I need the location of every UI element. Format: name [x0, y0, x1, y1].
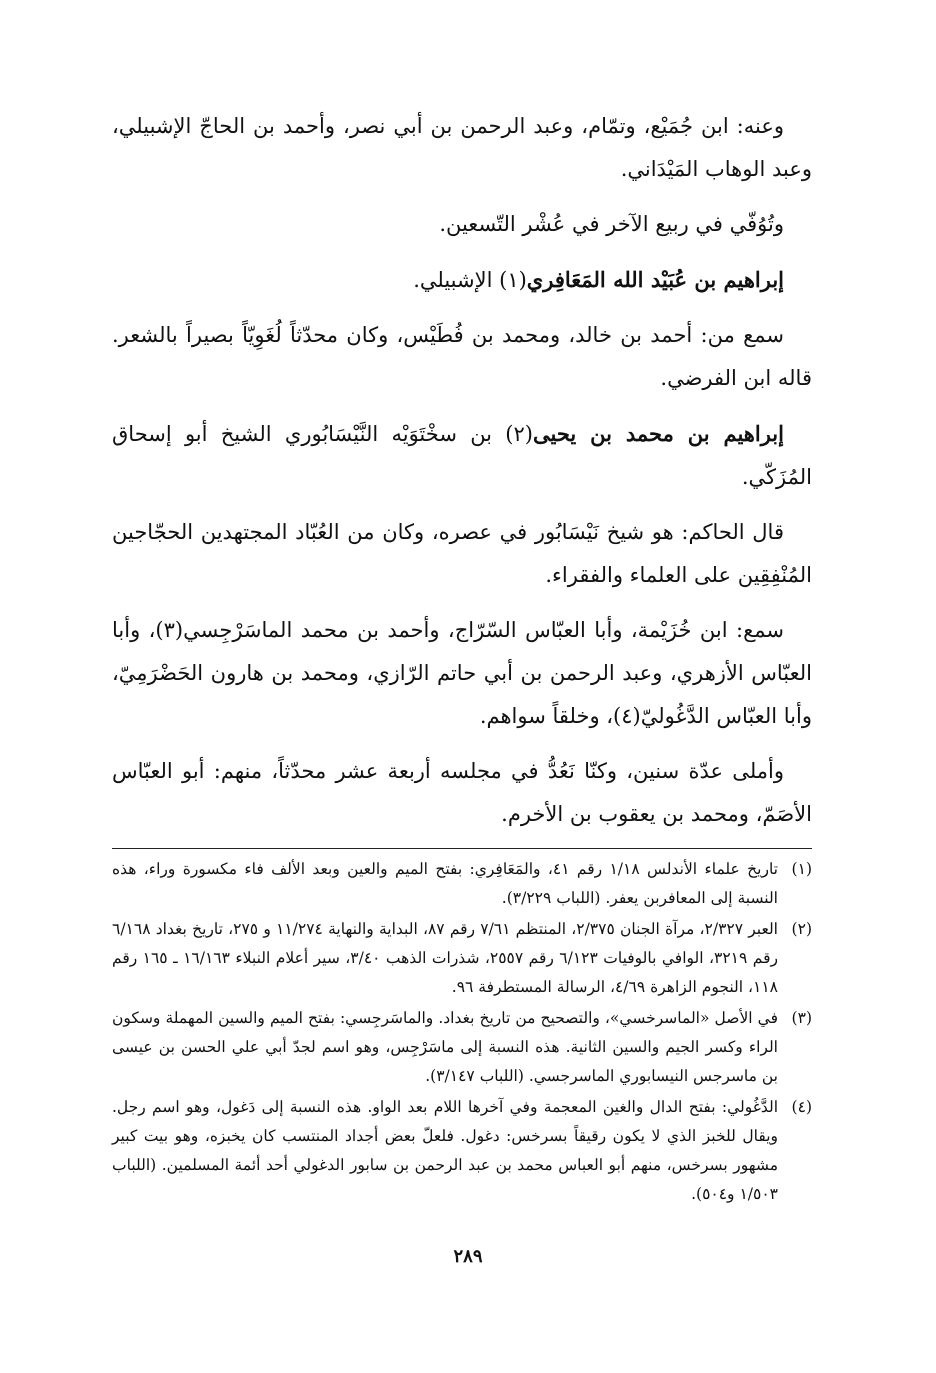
footnote-number: (٣) [791, 1009, 812, 1027]
paragraph-death [112, 203, 812, 246]
entry-heading-muzakki [112, 412, 812, 499]
paragraph-hakim-quote [112, 511, 812, 597]
footnote-text: العبر ٢/٣٢٧، مرآة الجنان ٢/٣٧٥، المنتظم ٧/٦١ رقم ٨٧، البداية والنهاية ١١/٢٧٤ و ٢٧٥، تاريخ بغداد ٦/١٦٨ رقم ٣٢١٩، الوافي بالوفيات ٦/١٢٣ رقم ٢٥٥٧، شذرات الذهب ٣/٤٠، سير أعلام النبلاء ١٦/١٦٣ ـ ١٦٥ رقم ١١٨، النجوم الزاهرة ٤/٦٩، الرسالة المستطرفة ٩٦. [112, 920, 778, 996]
entry-rest: (١) الإشبيلي. [413, 268, 527, 292]
footnote-2 [112, 915, 812, 1002]
footnote-text: تاريخ علماء الأندلس ١/١٨ رقم ٤١، والمَعَافِري: بفتح الميم والعين وبعد الألف فاء مكسورة وراء، هذه النسبة إلى المعافربن يعفر. (اللباب ٣/٢٢٩). [112, 860, 778, 907]
entry-heading-maafiri [112, 258, 812, 302]
footnote-text: الدَّغُولي: بفتح الدال والغين المعجمة وفي آخرها اللام بعد الواو. هذه النسبة إلى دَغول، وهو اسم رجل. ويقال للخبز الذي لا يكون رقيقاً بسرخس: دغول. فلعلّ بعض أجداد المنتسب كان يخبزه، وهو بيت كبير مشهور بسرخس، منهم أبو العباس محمد بن عبد الرحمن بن سابور الدغولي أحد أئمة المسلمين. (اللباب ١/٥٠٣ و٥٠٤). [112, 1098, 778, 1203]
paragraph-students [112, 105, 812, 191]
footnote-3 [112, 1004, 812, 1091]
footnote-4 [112, 1093, 812, 1209]
entry-rest: (٢) بن سخْتَوَيْه النَّيْسَابُوري الشيخ أبو إسحاق المُزَكّي. [112, 422, 812, 489]
footnotes-section [112, 848, 812, 1209]
footnote-text: في الأصل «الماسرخسي»، والتصحيح من تاريخ بغداد. والماسَرجِسي: بفتح الميم والسين المهملة وسكون الراء وكسر الجيم والسين الثانية. هذه النسبة إلى ماسَرْجِس، وهو اسم لجدّ أبي علي الحسن بن عيسى بن ماسرجس النيسابوري الماسرجسي. (اللباب ٣/١٤٧). [112, 1009, 778, 1085]
paragraph-text: سمع من: أحمد بن خالد، ومحمد بن فُطَيْس، وكان محدّثاً لُغَوِيّاً بصيراً بالشعر. قاله ابن الفرضي. [112, 323, 812, 390]
footnote-number: (٤) [791, 1098, 812, 1116]
footnote-number: (٢) [791, 920, 812, 938]
footnote-number: (١) [791, 860, 812, 878]
paragraph-dictation [112, 750, 812, 836]
page-number: ٢٨٩ [453, 1246, 483, 1267]
footnote-1 [112, 855, 812, 913]
entry-name: إبراهيم بن محمد بن يحيى [532, 421, 784, 446]
paragraph-text: وتُوُفّي في ربيع الآخر في عُشْر التّسعين. [439, 212, 784, 236]
paragraph-maafiri-bio [112, 314, 812, 400]
entry-name: إبراهيم بن عُبَيْد الله المَعَافِري [526, 267, 784, 292]
paragraph-text: قال الحاكم: هو شيخ نَيْسَابُور في عصره، وكان من العُبّاد المجتهدين الحجّاجين المُنْفِقِين على العلماء والفقراء. [112, 520, 812, 587]
page-body [112, 105, 812, 1211]
main-text [112, 105, 812, 836]
paragraph-teachers [112, 609, 812, 738]
paragraph-text: سمع: ابن خُزَيْمة، وأبا العبّاس السّرّاج، وأحمد بن محمد الماسَرْجِسي(٣)، وأبا العبّاس الأزهري، وعبد الرحمن بن أبي حاتم الرّازي، ومحمد بن هارون الحَضْرَمِيّ، وأبا العبّاس الدَّغُوليّ(٤)، وخلقاً سواهم. [112, 618, 812, 728]
paragraph-text: وعنه: ابن جُمَيْع، وتمّام، وعبد الرحمن بن أبي نصر، وأحمد بن الحاجّ الإشبيلي، وعبد الوهاب المَيْدَاني. [112, 114, 812, 181]
paragraph-text: وأملى عدّة سنين، وكنّا نَعُدُّ في مجلسه أربعة عشر محدّثاً، منهم: أبو العبّاس الأصَمّ، ومحمد بن يعقوب بن الأخرم. [112, 759, 812, 826]
